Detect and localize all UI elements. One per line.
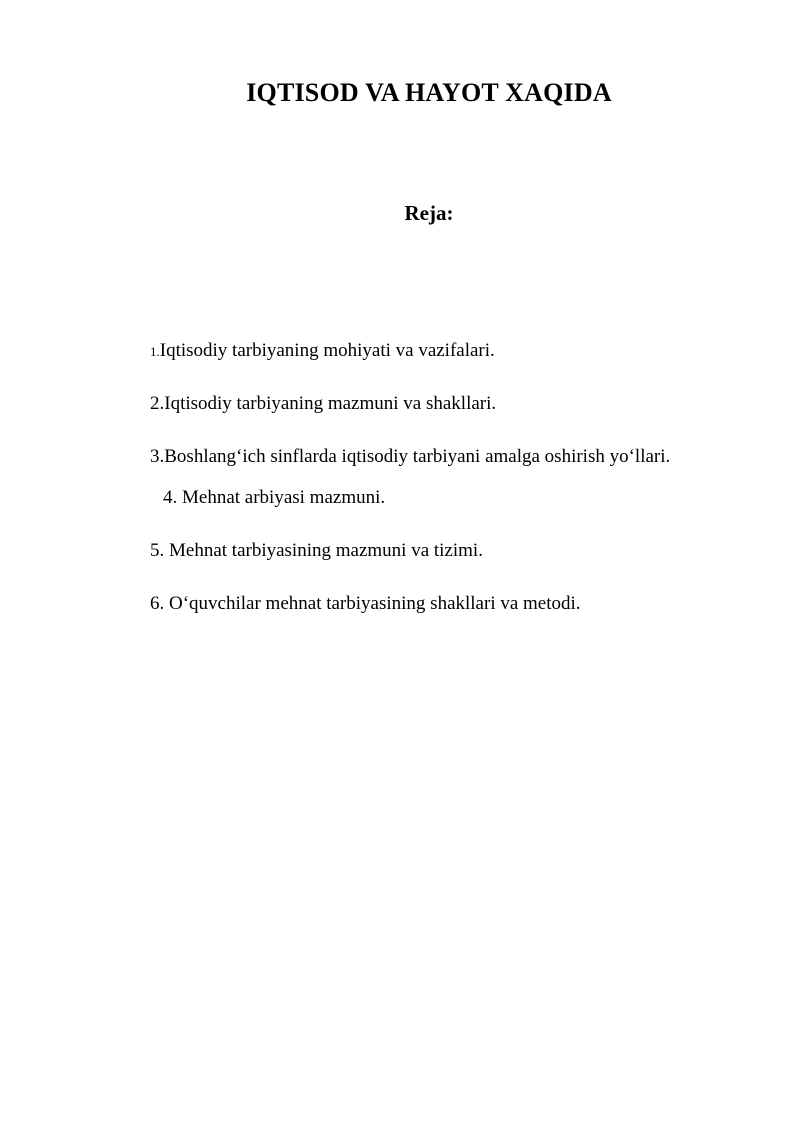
plan-heading: Reja: [404, 201, 454, 225]
plan-item-number: 1. [150, 344, 160, 359]
plan-item-text: Boshlang‘ich sinflarda iqtisodiy tarbiyani amalga oshirish yo‘llari. [164, 446, 671, 467]
plan-item-number: 2. [150, 393, 165, 414]
plan-item-number: 5. [150, 540, 169, 561]
document-title: IQTISOD VA HAYOT XAQIDA [246, 78, 612, 107]
plan-item-6 [150, 594, 581, 613]
plan-item-5 [150, 541, 483, 560]
plan-item-text: Mehnat tarbiyasining mazmuni va tizimi. [169, 540, 483, 561]
plan-item-4 [163, 488, 385, 507]
plan-item-number: 6. [150, 593, 169, 614]
plan-item-number: 3. [150, 446, 165, 467]
plan-item-2 [150, 394, 496, 413]
plan-item-text: Iqtisodiy tarbiyaning mazmuni va shakllari. [164, 393, 497, 414]
plan-item-text: O‘quvchilar mehnat tarbiyasining shakllari va metodi. [169, 593, 581, 614]
plan-item-number: 4. [163, 487, 182, 508]
plan-item-3 [150, 447, 670, 466]
plan-item-text: Iqtisodiy tarbiyaning mohiyati va vazifalari. [159, 340, 495, 361]
plan-item-text: Mehnat arbiyasi mazmuni. [182, 487, 386, 508]
plan-item-1 [150, 341, 495, 360]
